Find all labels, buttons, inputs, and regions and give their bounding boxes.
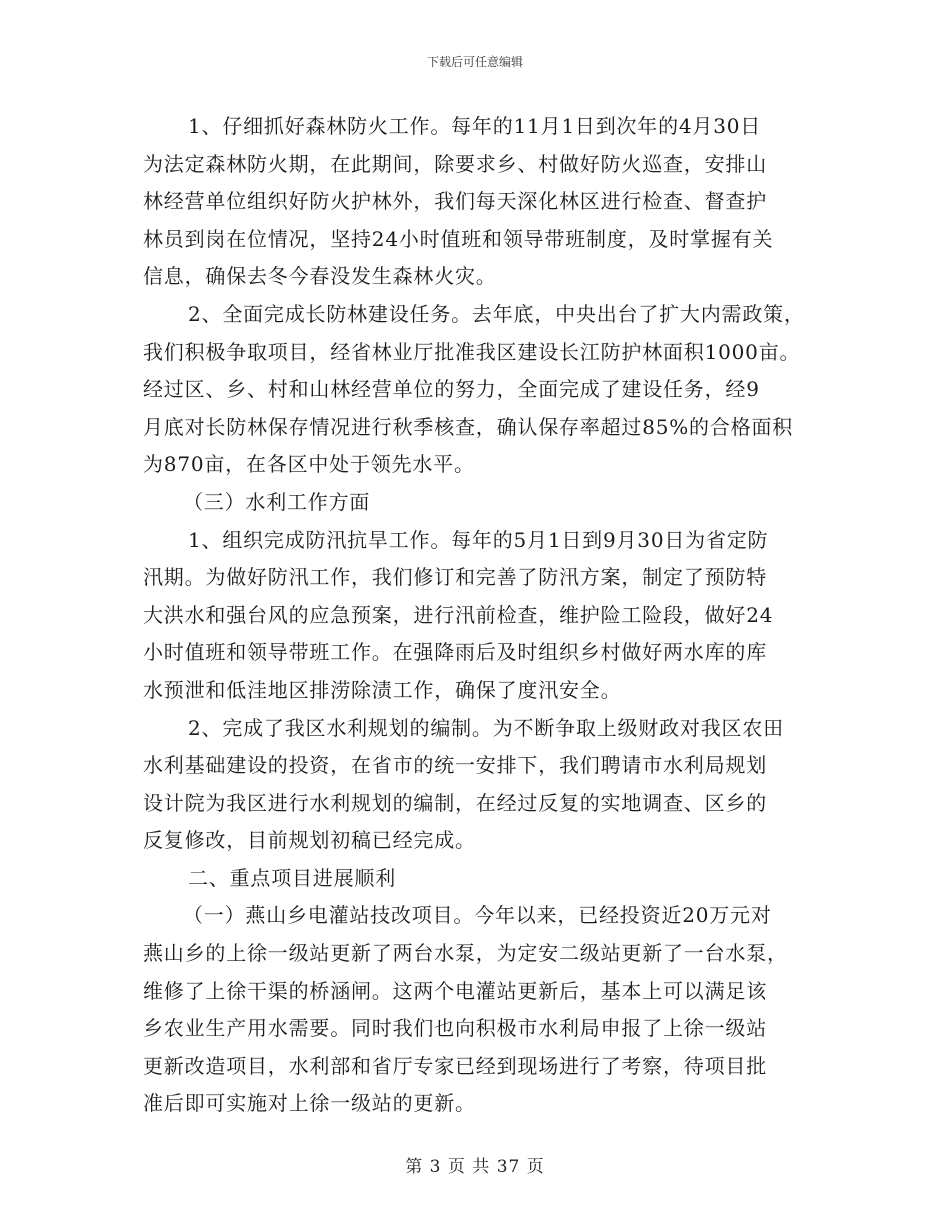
text-line: 我们积极争取项目，经省林业厅批准我区建设长江防护林面积1000亩。 (143, 339, 801, 364)
text-line: 2、完成了我区水利规划的编制。为不断争取上级财政对我区农田 (188, 715, 784, 740)
text-line: 1、组织完成防汛抗旱工作。每年的5月1日到9月30日为省定防 (188, 527, 769, 552)
text-line: 准后即可实施对上徐一级站的更新。 (143, 1091, 476, 1116)
text-line: 反复修改，目前规划初稿已经完成。 (143, 828, 476, 853)
text-line: 林员到岗在位情况，坚持24小时值班和领导带班制度，及时掌握有关 (143, 226, 774, 251)
text-line: 经过区、乡、村和山林经营单位的努力，全面完成了建设任务，经9 (143, 377, 760, 402)
section-heading: 二、重点项目进展顺利 (188, 865, 396, 890)
text-line: （一）燕山乡电灌站技改项目。今年以来，已经投资近20万元对 (183, 903, 772, 928)
text-line: 水预泄和低洼地区排涝除渍工作，确保了度汛安全。 (143, 677, 622, 702)
page-footer: 第 3 页 共 37 页 (405, 1157, 545, 1177)
page-header: 下载后可任意编辑 (426, 55, 523, 69)
text-line: 林经营单位组织好防火护林外，我们每天深化林区进行检查、督查护 (143, 189, 767, 214)
text-line: 设计院为我区进行水利规划的编制，在经过反复的实地调查、区乡的 (143, 790, 767, 815)
text-line: 2、全面完成长防林建设任务。去年底，中央出台了扩大内需政策， (188, 301, 805, 326)
text-line: 小时值班和领导带班工作。在强降雨后及时组织乡村做好两水库的库 (143, 640, 767, 665)
text-line: 燕山乡的上徐一级站更新了两台水泵，为定安二级站更新了一台水泵， (143, 941, 788, 966)
text-line: 汛期。为做好防汛工作，我们修订和完善了防汛方案，制定了预防特 (143, 565, 767, 590)
text-line: 大洪水和强台风的应急预案，进行汛前检查，维护险工险段，做好24 (143, 602, 774, 627)
text-line: 水利基础建设的投资，在省市的统一安排下，我们聘请市水利局规划 (143, 753, 767, 778)
text-line: 信息，确保去冬今春没发生森林火灾。 (143, 264, 497, 289)
text-line: 维修了上徐干渠的桥涵闸。这两个电灌站更新后，基本上可以满足该 (143, 978, 767, 1003)
text-line: 为870亩，在各区中处于领先水平。 (143, 452, 475, 477)
text-line: 更新改造项目，水利部和省厅专家已经到现场进行了考察，待项目批 (143, 1053, 767, 1078)
text-line: 月底对长防林保存情况进行秋季核查，确认保存率超过85%的合格面积 (143, 414, 794, 439)
text-line: 1、仔细抓好森林防火工作。每年的11月1日到次年的4月30日 (188, 114, 762, 138)
text-line: 为法定森林防火期，在此期间，除要求乡、村做好防火巡查，安排山 (143, 151, 767, 176)
section-heading: （三）水利工作方面 (183, 489, 371, 514)
document-body (143, 108, 833, 1123)
text-line: 乡农业生产用水需要。同时我们也向积极市水利局申报了上徐一级站 (143, 1016, 767, 1041)
